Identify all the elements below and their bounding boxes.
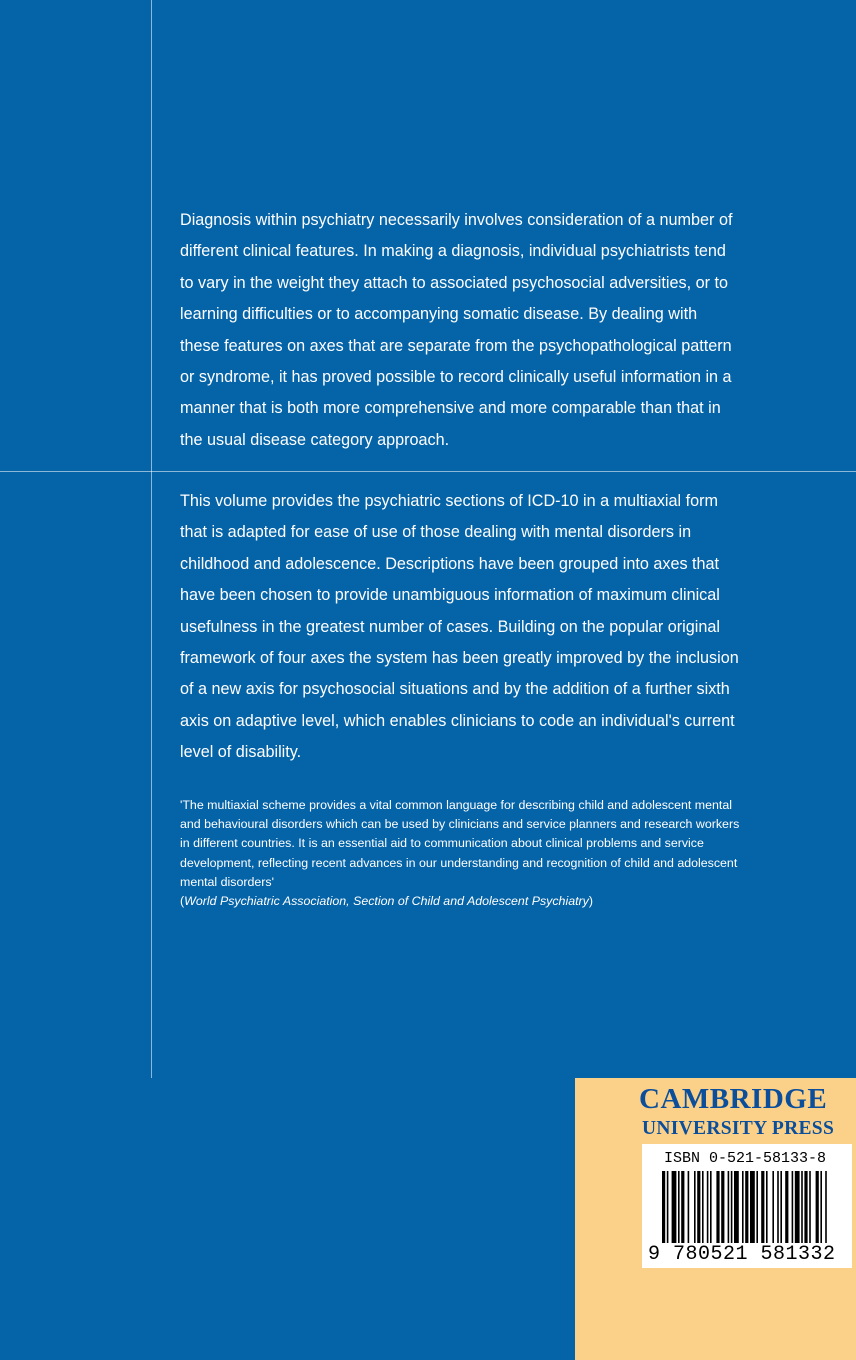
description-paragraph-1: Diagnosis within psychiatry necessarily involves consideration of a number of different clinical features. In making a diagnosis, individual psychiatrists tend to vary in the weight they attach to associated psychosocial adversities, or to learning difficulties or to accompanying somatic disease. By dealing with these features on axes that are separate from the psychopathological pattern or syndrome, it has proved possible to record clinically useful information in a manner that is both more comprehensive and more comparable than that in the usual disease category approach. bbox=[180, 211, 733, 449]
quote-text: 'The multiaxial scheme provides a vital common language for describing child and adolescent mental and behavioural disorders which can be used by clinicians and service planners and research workers in different countries. It is an essential aid to communication about clinical problems and service development, reflecting recent advances in our understanding and recognition of child and adolescent mental disorders' bbox=[180, 798, 740, 889]
barcode-icon bbox=[660, 1171, 838, 1243]
horizontal-rule bbox=[0, 471, 856, 472]
ean-number: 9 780521 581332 bbox=[648, 1243, 836, 1266]
quote-source-open: ( bbox=[180, 894, 185, 909]
vertical-rule bbox=[151, 0, 152, 1078]
description-paragraph-2: This volume provides the psychiatric sections of ICD-10 in a multiaxial form that is adapted for ease of use of those dealing with mental disorders in childhood and adolescence. Descriptions have been grouped into axes that have been chosen to provide unambiguous information of maximum clinical usefulness in the greatest number of cases. Building on the popular original framework of four axes the system has been greatly improved by the inclusion of a new axis for psychosocial situations and by the addition of a further sixth axis on adaptive level, which enables clinicians to code an individual's current level of disability. bbox=[180, 492, 739, 762]
publisher-subname: UNIVERSITY PRESS bbox=[642, 1118, 835, 1139]
endorsement-quote bbox=[180, 796, 740, 911]
publisher-name: CAMBRIDGE bbox=[639, 1083, 828, 1115]
quote-source-close: ) bbox=[588, 894, 593, 909]
publisher-box bbox=[575, 1078, 856, 1360]
quote-source: World Psychiatric Association, Section of Child and Adolescent Psychiatry bbox=[184, 894, 589, 909]
barcode-panel bbox=[642, 1144, 852, 1268]
isbn-number: ISBN 0-521-58133-8 bbox=[664, 1150, 827, 1167]
